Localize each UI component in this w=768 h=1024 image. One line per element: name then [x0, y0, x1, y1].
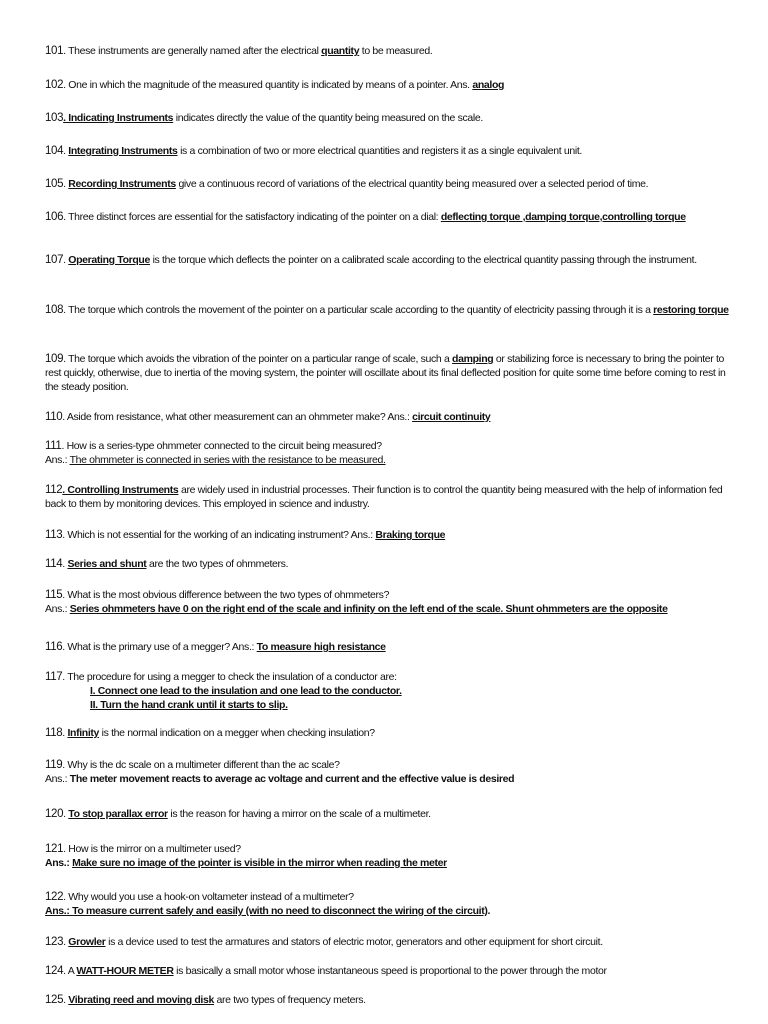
answer-text: Series and shunt: [67, 558, 147, 570]
question-number: 104: [45, 145, 64, 157]
question-text: or stabilizing force is necessary to bring the pointer to rest quickly, otherwise, due to inertia of the moving system, the pointer will oscillate about its final deflected position for quite some time before coming to rest in the steady position.: [45, 353, 726, 393]
question-text: . One in which the magnitude of the measured quantity is indicated by means of a pointer. Ans.: [63, 79, 473, 91]
answer-text: Infinity: [67, 727, 100, 739]
question-114: [45, 557, 735, 571]
answer-text: Make sure no image of the pointer is visible in the mirror when reading the meter: [72, 857, 447, 869]
question-number: 117: [45, 671, 63, 683]
question-text: .: [62, 727, 68, 739]
question-number: 120: [45, 808, 64, 820]
question-113: [45, 528, 735, 542]
question-number: 110: [45, 411, 63, 423]
question-text: is a device used to test the armatures and stators of electric motor, generators and other equipment for short circuit.: [105, 936, 603, 948]
question-101: [45, 44, 735, 58]
answer-text: deflecting torque ,damping torque,controlling torque: [440, 211, 686, 223]
answer-prefix: Ans.:: [45, 905, 73, 917]
question-text: are the two types of ohmmeters.: [146, 558, 289, 570]
answer-text: Braking torque: [375, 529, 446, 541]
question-text: is the normal indication on a megger when checking insulation?: [99, 727, 375, 739]
question-text: . Why would you use a hook-on voltameter instead of a multimeter?: [63, 891, 354, 903]
question-number: 115: [45, 589, 63, 601]
question-121: [45, 842, 735, 870]
question-text: to be measured.: [359, 45, 433, 57]
answer-prefix: Ans.:: [45, 857, 73, 869]
question-text: indicates directly the value of the quantity being measured on the scale.: [173, 112, 483, 124]
question-117: [45, 670, 735, 712]
question-110: [45, 410, 735, 424]
answer-prefix: Ans.:: [45, 454, 70, 466]
question-number: 102: [45, 79, 64, 91]
question-number: 105: [45, 178, 64, 190]
question-text: are widely used in industrial processes. Their function is to control the quantity being measured with the help of information fed back to them by monitoring devices. This employed in science and industry.: [45, 484, 723, 510]
question-text: .: [63, 254, 69, 266]
answer-prefix: Ans.:: [45, 603, 70, 615]
question-text: .: [62, 558, 68, 570]
answer-text: circuit continuity: [412, 411, 491, 423]
question-number: 125: [45, 994, 64, 1006]
question-125: [45, 993, 735, 1007]
question-102: [45, 78, 735, 92]
question-118: [45, 726, 735, 740]
question-112: [45, 483, 735, 511]
question-text: are two types of frequency meters.: [213, 994, 366, 1006]
question-104: [45, 144, 735, 158]
answer-text: . Indicating Instruments: [63, 112, 174, 124]
question-number: 119: [45, 759, 63, 771]
question-106: [45, 210, 735, 224]
question-text: . Why is the dc scale on a multimeter different than the ac scale?: [62, 759, 340, 771]
answer-text: To measure high resistance: [256, 641, 386, 653]
question-text: . The torque which avoids the vibration of the pointer on a particular range of scale, such a: [63, 353, 453, 365]
question-number: 116: [45, 641, 63, 653]
question-number: 113: [45, 529, 63, 541]
answer-text: Series ohmmeters have 0 on the right end of the scale and infinity on the left end of the scale. Shunt ohmmeters are the opposite: [69, 603, 668, 615]
question-text: is basically a small motor whose instantaneous speed is proportional to the power through the motor: [173, 965, 607, 977]
question-number: 108: [45, 304, 64, 316]
question-text: . How is the mirror on a multimeter used?: [63, 843, 241, 855]
question-text: . Three distinct forces are essential for the satisfactory indicating of the pointer on a dial:: [63, 211, 441, 223]
answer-text: To stop parallax error: [68, 808, 168, 820]
question-119: [45, 758, 735, 786]
question-111: [45, 439, 735, 467]
question-text: .: [63, 145, 69, 157]
question-text: . What is the most obvious difference between the two types of ohmmeters?: [62, 589, 390, 601]
question-text: .: [63, 808, 69, 820]
question-text: .: [63, 178, 69, 190]
answer-text: WATT-HOUR METER: [76, 965, 174, 977]
question-115: [45, 588, 735, 616]
answer-tail: .: [487, 905, 491, 917]
answer-text: . Controlling Instruments: [62, 484, 179, 496]
answer-text: quantity: [321, 45, 360, 57]
question-text: is the torque which deflects the pointer on a calibrated scale according to the electrical quantity passing through the instrument.: [150, 254, 697, 266]
question-number: 118: [45, 727, 63, 739]
question-number: 123: [45, 936, 64, 948]
answer-text: damping: [452, 353, 494, 365]
answer-text: Recording Instruments: [68, 178, 176, 190]
question-number: 121: [45, 843, 64, 855]
question-text: . What is the primary use of a megger? Ans.:: [62, 641, 257, 653]
answer-text: Vibrating reed and moving disk: [68, 994, 214, 1006]
answer-text: The ohmmeter is connected in series with the resistance to be measured.: [69, 454, 386, 466]
question-122: [45, 890, 735, 918]
question-text: .: [63, 994, 69, 1006]
question-text: .: [63, 936, 69, 948]
question-108: [45, 303, 735, 317]
question-number: 107: [45, 254, 64, 266]
answer-text: To measure current safely and easily (with no need to disconnect the wiring of the circuit): [72, 905, 488, 917]
answer-text: restoring torque: [653, 304, 729, 316]
answer-text: Operating Torque: [68, 254, 150, 266]
question-number: 122: [45, 891, 64, 903]
question-number: 111: [45, 440, 62, 452]
question-120: [45, 807, 735, 821]
question-105: [45, 177, 735, 191]
question-text: . The torque which controls the movement of the pointer on a particular scale according to the quantity of electricity passing through it is a: [63, 304, 654, 316]
question-124: [45, 964, 735, 978]
question-number: 112: [45, 484, 63, 496]
question-number: 106: [45, 211, 64, 223]
question-text: . The procedure for using a megger to check the insulation of a conductor are:: [62, 671, 397, 683]
procedure-step-2: II. Turn the hand crank until it starts to slip.: [90, 699, 288, 711]
answer-text: Growler: [68, 936, 106, 948]
answer-text: The meter movement reacts to average ac voltage and current and the effective value is desired: [69, 773, 515, 785]
question-text: . A: [63, 965, 77, 977]
question-text: . How is a series-type ohmmeter connected to the circuit being measured?: [61, 440, 382, 452]
answer-text: analog: [472, 79, 505, 91]
question-109: [45, 352, 735, 394]
question-text: is a combination of two or more electrical quantities and registers it as a single equivalent unit.: [177, 145, 582, 157]
question-number: 101: [45, 45, 64, 57]
question-text: . Aside from resistance, what other measurement can an ohmmeter make? Ans.:: [62, 411, 413, 423]
question-number: 114: [45, 558, 63, 570]
question-103: [45, 111, 735, 125]
procedure-step-1: I. Connect one lead to the insulation and one lead to the conductor.: [90, 685, 402, 697]
question-text: is the reason for having a mirror on the scale of a multimeter.: [167, 808, 431, 820]
question-123: [45, 935, 735, 949]
question-number: 103: [45, 112, 64, 124]
answer-prefix: Ans.:: [45, 773, 70, 785]
question-text: give a continuous record of variations of the electrical quantity being measured over a selected period of time.: [175, 178, 649, 190]
question-107: [45, 253, 735, 267]
question-text: . These instruments are generally named after the electrical: [63, 45, 322, 57]
question-116: [45, 640, 735, 654]
question-number: 109: [45, 353, 64, 365]
question-text: . Which is not essential for the working of an indicating instrument? Ans.:: [62, 529, 376, 541]
answer-text: Integrating Instruments: [68, 145, 178, 157]
question-number: 124: [45, 965, 64, 977]
